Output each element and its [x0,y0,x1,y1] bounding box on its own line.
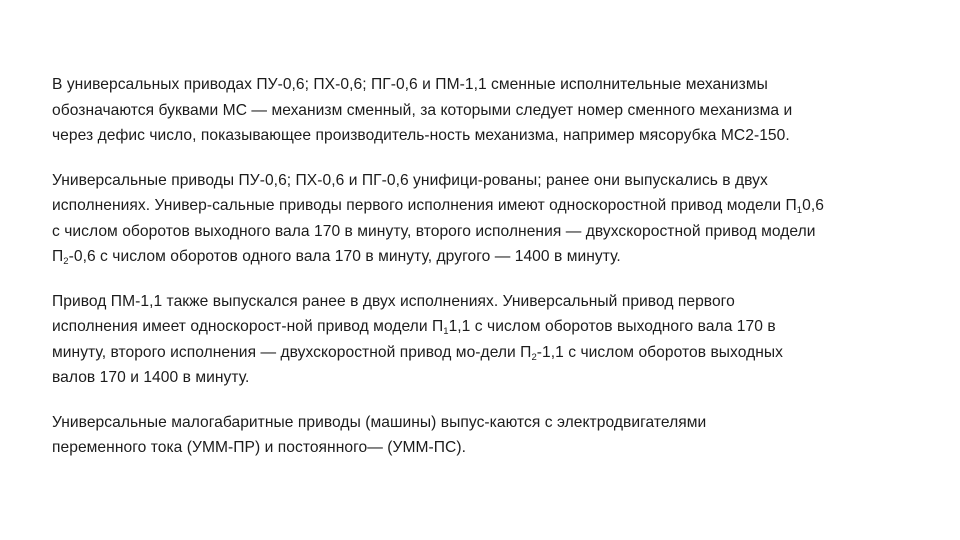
subscript: 1 [443,326,449,337]
text-fragment: П [52,248,64,265]
paragraph-3 [52,289,957,391]
text-fragment: 1,1 с числом оборотов выходного вала 170 в [448,318,776,335]
text-line: через дефис число, показывающее производитель-ность механизма, например мясорубка МС2-150. [52,127,790,144]
subscript: 1 [796,205,803,216]
text-line: валов 170 и 1400 в минуту. [52,369,250,386]
text-line [52,193,957,219]
subscript: 2 [63,256,69,267]
text-fragment: -0,6 с числом оборотов одного вала 170 в минуту, другого — 1400 в минуту. [68,248,621,265]
text-line [52,340,957,366]
text-fragment: 0,6 [802,197,824,214]
paragraph-4 [52,410,957,461]
paragraph-1 [52,72,957,149]
text-line [52,314,957,340]
text-line: Универсальные приводы ПУ-0,6; ПХ-0,6 и ПГ-0,6 унифици-рованы; ранее они выпускались в двух [52,171,768,189]
text-line: В универсальных приводах ПУ-0,6; ПХ-0,6; ПГ-0,6 и ПМ-1,1 сменные исполнительные механизмы [52,76,768,93]
text-line: переменного тока (УММ-ПР) и постоянного— (УММ-ПС). [52,439,466,456]
text-fragment: -1,1 с числом оборотов выходных [536,343,784,361]
text-fragment: исполнениях. Универ-сальные приводы первого исполнения имеют односкоростной привод модели П [52,197,797,214]
paragraph-2 [52,168,957,270]
text-line: Привод ПМ-1,1 также выпускался ранее в двух исполнениях. Универсальный привод первого [52,292,735,310]
text-body [52,72,957,480]
text-line [52,244,957,270]
text-line: обозначаются буквами МС — механизм сменный, за которыми следует номер сменного механизма и [52,101,793,119]
text-fragment: минуту, второго исполнения — двухскоростной привод мо-дели П [52,343,532,361]
text-line: с числом оборотов выходного вала 170 в минуту, второго исполнения — двухскоростной привод модели [52,222,816,240]
text-fragment: исполнения имеет односкорост-ной привод модели П [52,318,444,335]
subscript: 2 [531,351,537,363]
text-line: Универсальные малогабаритные приводы (машины) выпус-каются с электродвигателями [52,413,707,431]
